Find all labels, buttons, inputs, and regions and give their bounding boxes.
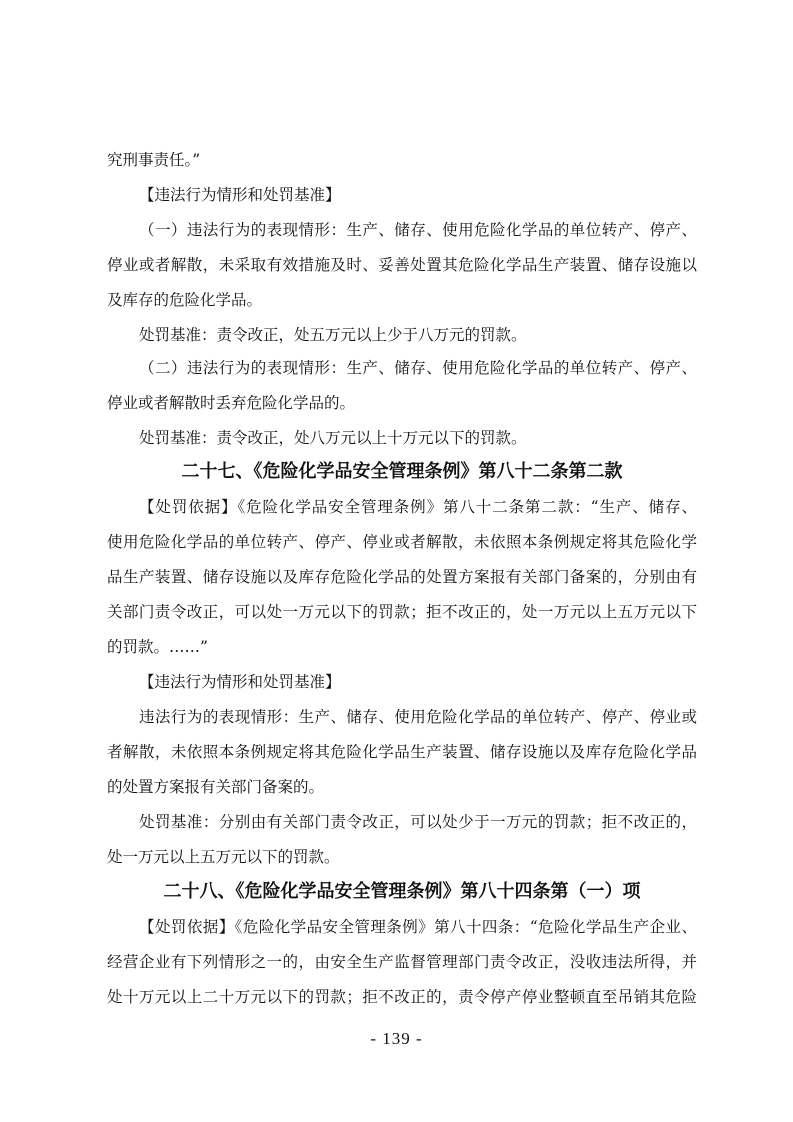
paragraph-line: 停业或者解散时丢弃危险化学品的。 [107,394,356,412]
paragraph-line: 处一万元以上五万元以下的罚款。 [107,848,340,866]
paragraph-line: （一）违法行为的表现情形：生产、储存、使用危险化学品的单位转产、停产、 [139,221,697,239]
section-heading: 二十八、《危险化学品安全管理条例》第八十四条第（一）项 [163,881,641,902]
section-label: 【违法行为情形和处罚基准】 [139,186,341,204]
paragraph-line: 及库存的危险化学品。 [107,291,263,309]
paragraph-line: 停业或者解散，未采取有效措施及时、妥善处置其危险化学品生产装置、储存设施以 [107,256,697,274]
page-number: - 139 - [370,1029,423,1048]
paragraph-line: 【处罚依据】《危险化学品安全管理条例》第八十二条第二款：“生产、储存、 [139,498,697,516]
paragraph-line: 者解散，未依照本条例规定将其危险化学品生产装置、储存设施以及库存危险化学品 [107,743,697,761]
paragraph-line: 究刑事责任。” [107,151,201,169]
paragraph-line: 违法行为的表现情形：生产、储存、使用危险化学品的单位转产、停产、停业或 [139,708,697,726]
paragraph-line: 的处置方案报有关部门备案的。 [107,778,325,796]
paragraph-line: （二）违法行为的表现情形：生产、储存、使用危险化学品的单位转产、停产、 [139,359,697,377]
paragraph-line: 品生产装置、储存设施以及库存危险化学品的处置方案报有关部门备案的，分别由有 [107,568,697,586]
penalty-standard: 处罚基准：责令改正，处五万元以上少于八万元的罚款。 [139,326,527,344]
paragraph-line: 关部门责令改正，可以处一万元以下的罚款；拒不改正的，处一万元以上五万元以下 [107,603,697,621]
paragraph-line: 使用危险化学品的单位转产、停产、停业或者解散，未依照本条例规定将其危险化学 [107,533,697,551]
penalty-standard: 处罚基准：分别由有关部门责令改正，可以处少于一万元的罚款；拒不改正的， [139,813,697,831]
penalty-standard: 处罚基准：责令改正，处八万元以上十万元以下的罚款。 [139,429,527,447]
paragraph-line: 处十万元以上二十万元以下的罚款；拒不改正的，责令停产停业整顿直至吊销其危险 [107,988,697,1006]
paragraph-line: 【处罚依据】《危险化学品安全管理条例》第八十四条：“危险化学品生产企业、 [139,918,697,936]
paragraph-line: 经营企业有下列情形之一的，由安全生产监督管理部门责令改正，没收违法所得，并 [107,953,697,971]
paragraph-line: 的罚款。……” [107,638,208,656]
section-heading: 二十七、《危险化学品安全管理条例》第八十二条第二款 [181,461,623,482]
section-label: 【违法行为情形和处罚基准】 [139,673,341,691]
